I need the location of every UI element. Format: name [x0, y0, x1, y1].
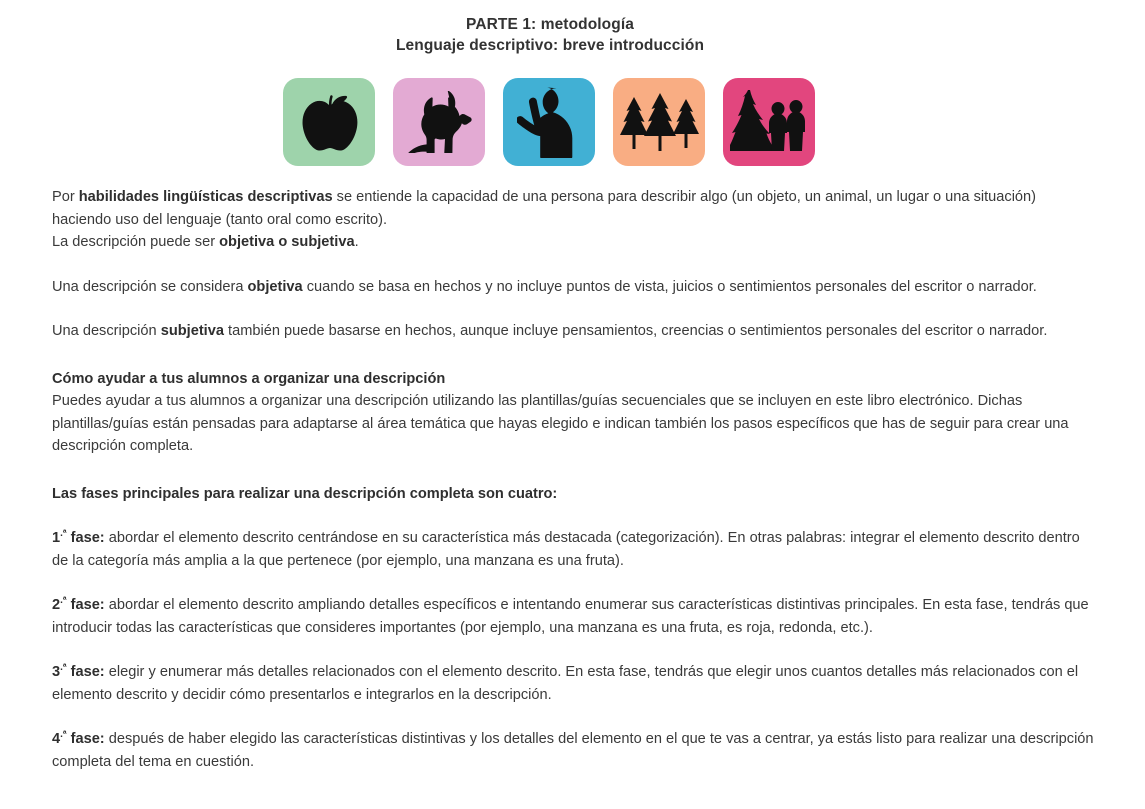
- phase-3-label: [52, 664, 105, 680]
- building-and-people-icon: [730, 89, 808, 155]
- heading-fases: Las fases principales para realizar una descripción completa son cuatro:: [52, 485, 558, 502]
- tile-scene-building-people: [723, 78, 815, 166]
- phase-1-label: [52, 530, 105, 546]
- cat-icon: [405, 91, 473, 153]
- phase-4-label: [52, 731, 105, 747]
- phase-item-1: [52, 527, 1094, 572]
- phase-1-word: fase:: [66, 530, 105, 546]
- phase-3-ordinal: .ª: [60, 662, 67, 674]
- p4-text-b: también puede basarse en hechos, aunque incluye pensamientos, creencias o sentimientos personales del escritor o narrador.: [223, 323, 1048, 339]
- body-content: [52, 186, 1094, 773]
- heading-como-ayudar: Cómo ayudar a tus alumnos a organizar una descripción: [52, 370, 446, 387]
- spacer: [52, 343, 1094, 368]
- person-waving-icon: [517, 86, 581, 158]
- paragraph-definition: [52, 186, 1094, 231]
- phase-item-2: [52, 594, 1094, 639]
- p1-text-b: se entiende la capacidad de una persona para describir algo (un objeto, un animal, un lugar o una situación) haciendo uso del lenguaje (tanto oral como escrito).: [52, 189, 1037, 228]
- title-line-1: PARTE 1: metodología: [466, 16, 634, 33]
- tile-person-waving: [503, 78, 595, 166]
- spacer: [52, 706, 1094, 728]
- spacer: [52, 458, 1094, 483]
- paragraph-objective-subjective: [52, 231, 1094, 254]
- p1-text-a: Por: [52, 189, 79, 205]
- phase-item-3: [52, 661, 1094, 706]
- p3-bold: objetiva: [247, 278, 303, 295]
- phase-2-word: fase:: [66, 597, 105, 613]
- tile-apple: [283, 78, 375, 166]
- p1-bold: habilidades lingüísticas descriptivas: [78, 189, 333, 205]
- p4-bold: subjetiva: [160, 323, 224, 339]
- phase-3-word: fase:: [66, 664, 105, 680]
- phase-item-4: [52, 728, 1094, 773]
- phase-4-ordinal: .ª: [60, 729, 67, 741]
- phase-1-number: 1: [52, 530, 61, 546]
- icon-tile-strip: [283, 78, 815, 166]
- tile-trees: [613, 78, 705, 166]
- phase-2-label: [52, 597, 105, 613]
- p2-bold: objetiva o subjetiva: [219, 234, 355, 250]
- trees-icon: [619, 91, 699, 153]
- p2-text-b: .: [354, 234, 359, 250]
- spacer: [52, 505, 1094, 527]
- spacer: [52, 639, 1094, 661]
- spacer: [52, 254, 1094, 276]
- phase-3-text: elegir y enumerar más detalles relacionados con el elemento descrito. En esta fase, tendrás que elegir unos cuantos detalles más relacionados con el elemento descrito y decidir cómo presentarlos e integrarlos en la descripción.: [52, 664, 1079, 703]
- apple-icon: [299, 91, 359, 153]
- phase-4-number: 4: [52, 731, 61, 747]
- phase-1-ordinal: .ª: [60, 528, 67, 540]
- phase-4-word: fase:: [66, 731, 105, 747]
- paragraph-objective: [52, 276, 1094, 299]
- paragraph-subjective: [52, 320, 1094, 343]
- phase-2-number: 2: [52, 597, 61, 613]
- page-title: [0, 14, 1100, 56]
- p2-text-a: La descripción puede ser: [52, 234, 220, 250]
- tile-cat: [393, 78, 485, 166]
- title-line-2: Lenguaje descriptivo: breve introducción: [395, 37, 705, 54]
- spacer: [52, 572, 1094, 594]
- paragraph-plantillas: Puedes ayudar a tus alumnos a organizar una descripción utilizando las plantillas/guías secuenciales que se incluyen en este libro electrónico. Dichas plantillas/guías están pensadas para adaptarse al área temática que hayas elegido e indican también los pasos específicos que has de seguir para crear una descripción completa.: [52, 393, 1069, 454]
- p3-text-a: Una descripción se considera: [52, 278, 248, 295]
- phase-4-text: después de haber elegido las características distintivas y los detalles del elemento en el que te vas a centrar, ya estás listo para realizar una descripción completa del tema en cuestión.: [52, 731, 1094, 770]
- p3-text-b: cuando se basa en hechos y no incluye puntos de vista, juicios o sentimientos personales del escritor o narrador.: [302, 278, 1037, 295]
- phase-3-number: 3: [52, 664, 61, 680]
- phase-2-text: abordar el elemento descrito ampliando detalles específicos e intentando enumerar sus características distintivas principales. En esta fase, tendrás que introducir todas las características que consideres importantes (por ejemplo, una manzana es una fruta, es roja, redonda, etc.).: [52, 597, 1089, 636]
- phase-2-ordinal: .ª: [60, 595, 67, 607]
- p4-text-a: Una descripción: [52, 323, 161, 339]
- spacer: [52, 298, 1094, 320]
- phase-1-text: abordar el elemento descrito centrándose en su característica más destacada (categorización). En otras palabras: integrar el elemento descrito dentro de la categoría más amplia a la que pertenece (por ejemplo, una manzana es una fruta).: [52, 530, 1080, 569]
